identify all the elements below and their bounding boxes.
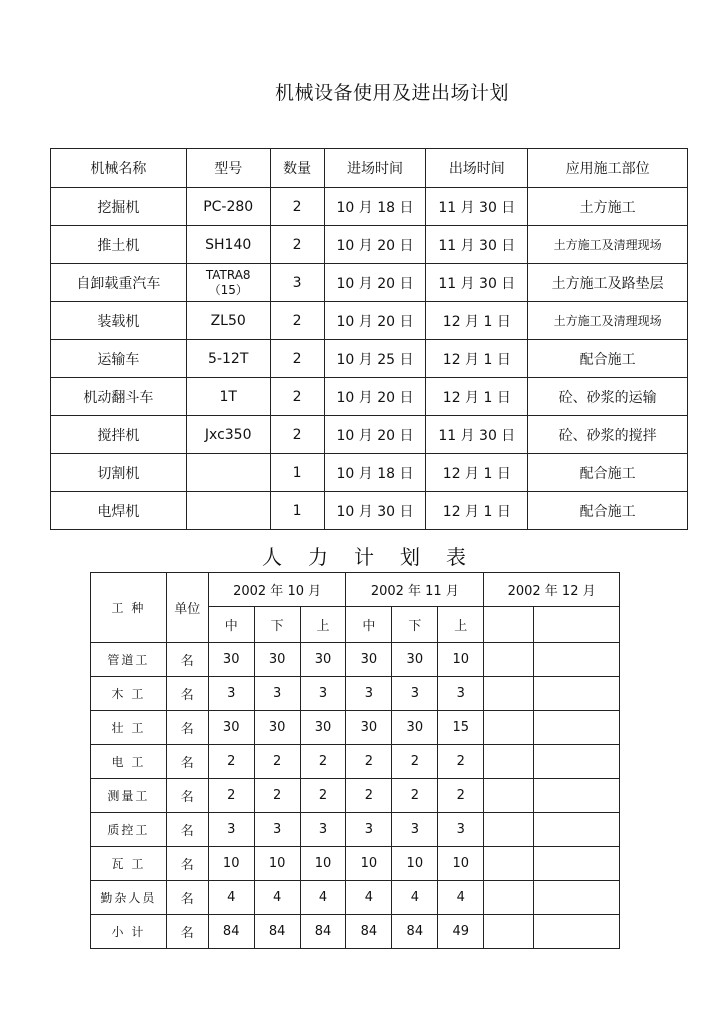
usage-area: 土方施工及路垫层 (528, 264, 688, 302)
machine-qty: 3 (270, 264, 324, 302)
headcount-cell (534, 881, 620, 915)
usage-area: 砼、砂浆的运输 (528, 378, 688, 416)
headcount-cell: 10 (392, 847, 438, 881)
headcount-cell: 2 (300, 745, 346, 779)
machine-name: 切割机 (51, 454, 187, 492)
usage-area: 配合施工 (528, 454, 688, 492)
headcount-cell: 15 (438, 711, 484, 745)
headcount-cell: 3 (346, 677, 392, 711)
machine-qty: 2 (270, 416, 324, 454)
trade-unit: 名 (166, 643, 208, 677)
usage-area: 土方施工及清理现场 (528, 226, 688, 264)
table-row (91, 711, 620, 745)
entry-date: 10 月 18 日 (324, 454, 426, 492)
exit-date: 12 月 1 日 (426, 302, 528, 340)
period-cell (534, 607, 620, 643)
table-row (91, 677, 620, 711)
trade-name: 木 工 (91, 677, 167, 711)
machine-name: 电焊机 (51, 492, 187, 530)
headcount-cell: 3 (438, 813, 484, 847)
trade-name: 质控工 (91, 813, 167, 847)
machine-name: 推土机 (51, 226, 187, 264)
header-quantity: 数量 (270, 149, 324, 188)
machine-qty: 2 (270, 340, 324, 378)
headcount-cell: 30 (346, 711, 392, 745)
table-row (51, 492, 688, 530)
entry-date: 10 月 20 日 (324, 302, 426, 340)
header-machine-name: 机械名称 (51, 149, 187, 188)
headcount-cell (484, 643, 534, 677)
table-row (91, 813, 620, 847)
headcount-cell (484, 881, 534, 915)
entry-date: 10 月 20 日 (324, 264, 426, 302)
table-row (91, 643, 620, 677)
trade-unit: 名 (166, 711, 208, 745)
table-row (51, 188, 688, 226)
headcount-cell (534, 745, 620, 779)
machine-model: PC-280 (186, 188, 270, 226)
headcount-cell: 3 (438, 677, 484, 711)
headcount-cell (534, 711, 620, 745)
headcount-cell (484, 779, 534, 813)
machine-qty: 2 (270, 188, 324, 226)
period-cell: 中 (208, 607, 254, 643)
headcount-cell: 10 (346, 847, 392, 881)
trade-name: 小 计 (91, 915, 167, 949)
headcount-cell: 3 (208, 677, 254, 711)
headcount-cell (484, 847, 534, 881)
machine-model (186, 264, 270, 302)
headcount-cell: 3 (208, 813, 254, 847)
headcount-cell: 4 (254, 881, 300, 915)
machine-model: 1T (186, 378, 270, 416)
period-cell: 上 (438, 607, 484, 643)
headcount-cell: 3 (300, 677, 346, 711)
machine-name: 运输车 (51, 340, 187, 378)
headcount-cell: 10 (300, 847, 346, 881)
headcount-cell: 30 (254, 643, 300, 677)
period-cell (484, 607, 534, 643)
headcount-cell: 84 (254, 915, 300, 949)
headcount-cell: 84 (300, 915, 346, 949)
period-cell: 下 (392, 607, 438, 643)
headcount-cell: 4 (346, 881, 392, 915)
headcount-cell: 30 (300, 711, 346, 745)
headcount-cell (534, 643, 620, 677)
headcount-cell: 30 (208, 643, 254, 677)
entry-date: 10 月 20 日 (324, 378, 426, 416)
headcount-cell: 3 (392, 813, 438, 847)
headcount-cell (534, 677, 620, 711)
trade-name: 测量工 (91, 779, 167, 813)
headcount-cell: 3 (392, 677, 438, 711)
headcount-cell: 30 (392, 711, 438, 745)
machine-name: 搅拌机 (51, 416, 187, 454)
exit-date: 11 月 30 日 (426, 226, 528, 264)
machine-model: ZL50 (186, 302, 270, 340)
table-row (51, 340, 688, 378)
headcount-cell (534, 813, 620, 847)
machine-qty: 2 (270, 378, 324, 416)
period-cell: 上 (300, 607, 346, 643)
table-row (91, 745, 620, 779)
machine-model-line1: TATRA8 (205, 267, 251, 282)
headcount-cell: 2 (392, 745, 438, 779)
manpower-month-row (91, 573, 620, 607)
headcount-cell: 2 (438, 779, 484, 813)
headcount-cell: 84 (392, 915, 438, 949)
headcount-cell: 2 (438, 745, 484, 779)
headcount-cell: 4 (392, 881, 438, 915)
usage-area: 砼、砂浆的搅拌 (528, 416, 688, 454)
machine-qty: 1 (270, 454, 324, 492)
usage-area: 土方施工及清理现场 (528, 302, 688, 340)
headcount-cell: 3 (254, 677, 300, 711)
headcount-cell: 30 (346, 643, 392, 677)
table-row (51, 378, 688, 416)
header-month-dec: 2002 年 12 月 (484, 573, 620, 607)
headcount-cell: 30 (392, 643, 438, 677)
exit-date: 12 月 1 日 (426, 378, 528, 416)
table-row (51, 264, 688, 302)
trade-unit: 名 (166, 847, 208, 881)
headcount-cell: 49 (438, 915, 484, 949)
machine-qty: 1 (270, 492, 324, 530)
headcount-cell: 30 (254, 711, 300, 745)
headcount-cell (534, 915, 620, 949)
exit-date: 12 月 1 日 (426, 340, 528, 378)
exit-date: 12 月 1 日 (426, 492, 528, 530)
trade-unit: 名 (166, 745, 208, 779)
header-unit: 单位 (166, 573, 208, 643)
exit-date: 12 月 1 日 (426, 454, 528, 492)
machine-qty: 2 (270, 302, 324, 340)
headcount-cell: 2 (300, 779, 346, 813)
entry-date: 10 月 30 日 (324, 492, 426, 530)
trade-unit: 名 (166, 881, 208, 915)
headcount-cell (484, 677, 534, 711)
manpower-body (91, 643, 620, 949)
header-month-nov: 2002 年 11 月 (346, 573, 484, 607)
period-cell: 下 (254, 607, 300, 643)
header-trade: 工 种 (91, 573, 167, 643)
entry-date: 10 月 18 日 (324, 188, 426, 226)
trade-name: 管道工 (91, 643, 167, 677)
exit-date: 11 月 30 日 (426, 264, 528, 302)
headcount-cell: 2 (254, 745, 300, 779)
headcount-cell: 3 (254, 813, 300, 847)
usage-area: 土方施工 (528, 188, 688, 226)
machine-name: 机动翻斗车 (51, 378, 187, 416)
manpower-plan-title: 人力计划表 (262, 545, 492, 569)
period-cell: 中 (346, 607, 392, 643)
headcount-cell (484, 915, 534, 949)
usage-area: 配合施工 (528, 340, 688, 378)
entry-date: 10 月 20 日 (324, 226, 426, 264)
header-month-oct: 2002 年 10 月 (208, 573, 346, 607)
table-row (51, 416, 688, 454)
machine-model (186, 454, 270, 492)
table-row (91, 881, 620, 915)
trade-name: 瓦 工 (91, 847, 167, 881)
headcount-cell: 84 (346, 915, 392, 949)
headcount-cell: 30 (300, 643, 346, 677)
headcount-cell (534, 779, 620, 813)
machine-model: 5-12T (186, 340, 270, 378)
headcount-cell: 2 (346, 779, 392, 813)
headcount-cell: 2 (254, 779, 300, 813)
trade-unit: 名 (166, 813, 208, 847)
headcount-cell: 4 (300, 881, 346, 915)
table-row (51, 302, 688, 340)
headcount-cell (484, 745, 534, 779)
headcount-cell (534, 847, 620, 881)
machine-qty: 2 (270, 226, 324, 264)
table-row (51, 226, 688, 264)
table-row (91, 847, 620, 881)
headcount-cell: 4 (438, 881, 484, 915)
machine-name: 装载机 (51, 302, 187, 340)
headcount-cell: 30 (208, 711, 254, 745)
headcount-cell: 10 (254, 847, 300, 881)
table-row (51, 454, 688, 492)
headcount-cell: 2 (208, 779, 254, 813)
trade-name: 电 工 (91, 745, 167, 779)
equipment-table (50, 148, 688, 530)
machine-model: SH140 (186, 226, 270, 264)
equipment-header-row (51, 149, 688, 188)
trade-unit: 名 (166, 915, 208, 949)
trade-name: 勤杂人员 (91, 881, 167, 915)
headcount-cell: 2 (346, 745, 392, 779)
entry-date: 10 月 20 日 (324, 416, 426, 454)
entry-date: 10 月 25 日 (324, 340, 426, 378)
header-exit-time: 出场时间 (426, 149, 528, 188)
trade-unit: 名 (166, 677, 208, 711)
machine-model: Jxc350 (186, 416, 270, 454)
headcount-cell: 3 (346, 813, 392, 847)
trade-name: 壮 工 (91, 711, 167, 745)
headcount-cell: 84 (208, 915, 254, 949)
headcount-cell (484, 813, 534, 847)
table-row (91, 779, 620, 813)
headcount-cell: 4 (208, 881, 254, 915)
manpower-table (90, 572, 620, 949)
header-entry-time: 进场时间 (324, 149, 426, 188)
usage-area: 配合施工 (528, 492, 688, 530)
headcount-cell: 10 (438, 847, 484, 881)
machine-model (186, 492, 270, 530)
headcount-cell: 2 (208, 745, 254, 779)
machine-model-line2: （15） (208, 282, 248, 297)
trade-unit: 名 (166, 779, 208, 813)
machine-name: 自卸载重汽车 (51, 264, 187, 302)
headcount-cell (484, 711, 534, 745)
headcount-cell: 10 (438, 643, 484, 677)
machine-name: 挖掘机 (51, 188, 187, 226)
table-row (91, 915, 620, 949)
header-model: 型号 (186, 149, 270, 188)
headcount-cell: 2 (392, 779, 438, 813)
exit-date: 11 月 30 日 (426, 188, 528, 226)
headcount-cell: 3 (300, 813, 346, 847)
headcount-cell: 10 (208, 847, 254, 881)
exit-date: 11 月 30 日 (426, 416, 528, 454)
equipment-plan-title: 机械设备使用及进出场计划 (274, 82, 509, 104)
header-usage-area: 应用施工部位 (528, 149, 688, 188)
